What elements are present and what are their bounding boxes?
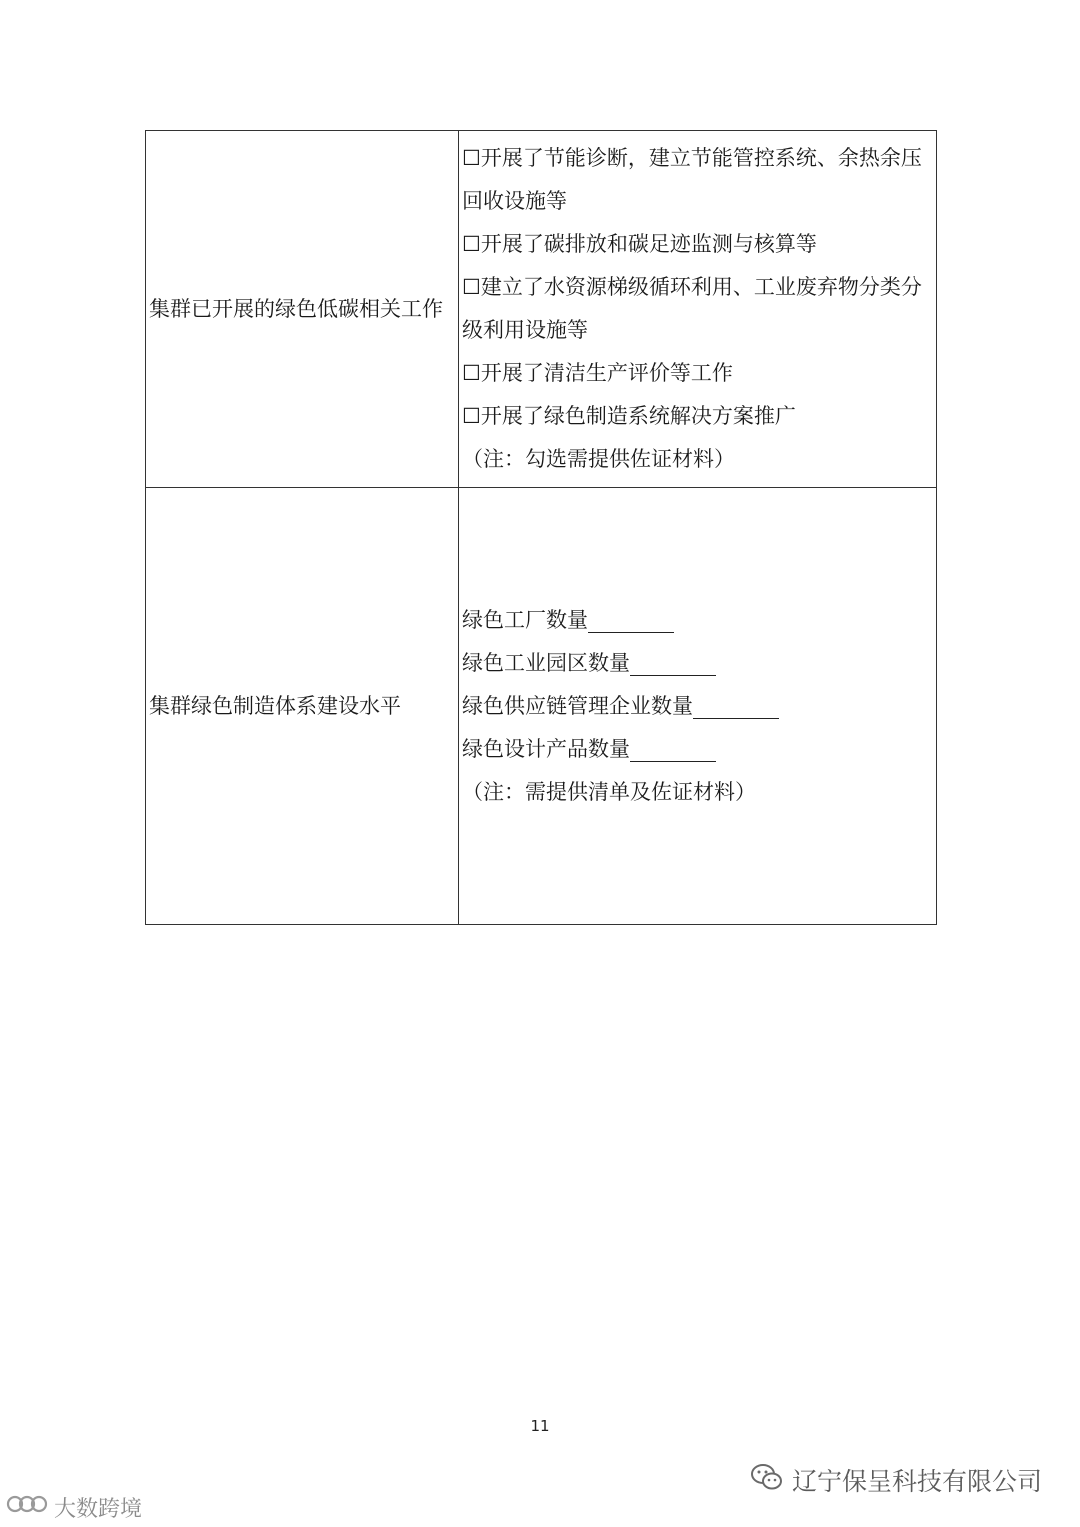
count-field xyxy=(462,685,936,728)
table-row xyxy=(146,131,937,488)
row-content xyxy=(459,131,937,488)
checkbox-option[interactable]: ☐开展了碳排放和碳足迹监测与核算等 xyxy=(462,232,817,256)
watermark-text: 辽宁保呈科技有限公司 xyxy=(791,1467,1042,1496)
form-table xyxy=(145,130,937,925)
count-field xyxy=(462,599,936,642)
field-label: 绿色工厂数量 xyxy=(462,607,588,632)
logo-icon xyxy=(6,1491,48,1523)
fill-in-blank[interactable] xyxy=(588,608,674,633)
checkbox-option[interactable]: ☐建立了水资源梯级循环利用、工业废弃物分类分 xyxy=(462,275,922,299)
table-row xyxy=(146,488,937,925)
count-field xyxy=(462,728,936,771)
option-continuation: 回收设施等 xyxy=(462,189,567,213)
watermark-left xyxy=(6,1490,142,1524)
fill-in-blank[interactable] xyxy=(630,737,716,762)
fill-in-blank[interactable] xyxy=(693,694,779,719)
field-label: 绿色设计产品数量 xyxy=(462,736,630,761)
row-label: 集群已开展的绿色低碳相关工作 xyxy=(146,131,459,488)
checkbox-option[interactable]: ☐开展了绿色制造系统解决方案推广 xyxy=(462,404,796,428)
row-label: 集群绿色制造体系建设水平 xyxy=(146,488,459,925)
count-field xyxy=(462,642,936,685)
row-content xyxy=(459,488,937,925)
note-text: （注：勾选需提供佐证材料） xyxy=(462,447,735,471)
watermark-right xyxy=(750,1460,1042,1500)
fill-in-blank[interactable] xyxy=(630,651,716,676)
checkbox-option[interactable]: ☐开展了清洁生产评价等工作 xyxy=(462,361,733,385)
field-label: 绿色工业园区数量 xyxy=(462,650,630,675)
option-continuation: 级利用设施等 xyxy=(462,318,588,342)
page-number: 11 xyxy=(530,1417,550,1435)
watermark-text: 大数跨境 xyxy=(54,1496,143,1522)
checkbox-option[interactable]: ☐开展了节能诊断，建立节能管控系统、余热余压 xyxy=(462,146,922,170)
wechat-icon xyxy=(750,1462,784,1498)
note-text: （注：需提供清单及佐证材料） xyxy=(462,779,756,804)
field-label: 绿色供应链管理企业数量 xyxy=(462,693,693,718)
